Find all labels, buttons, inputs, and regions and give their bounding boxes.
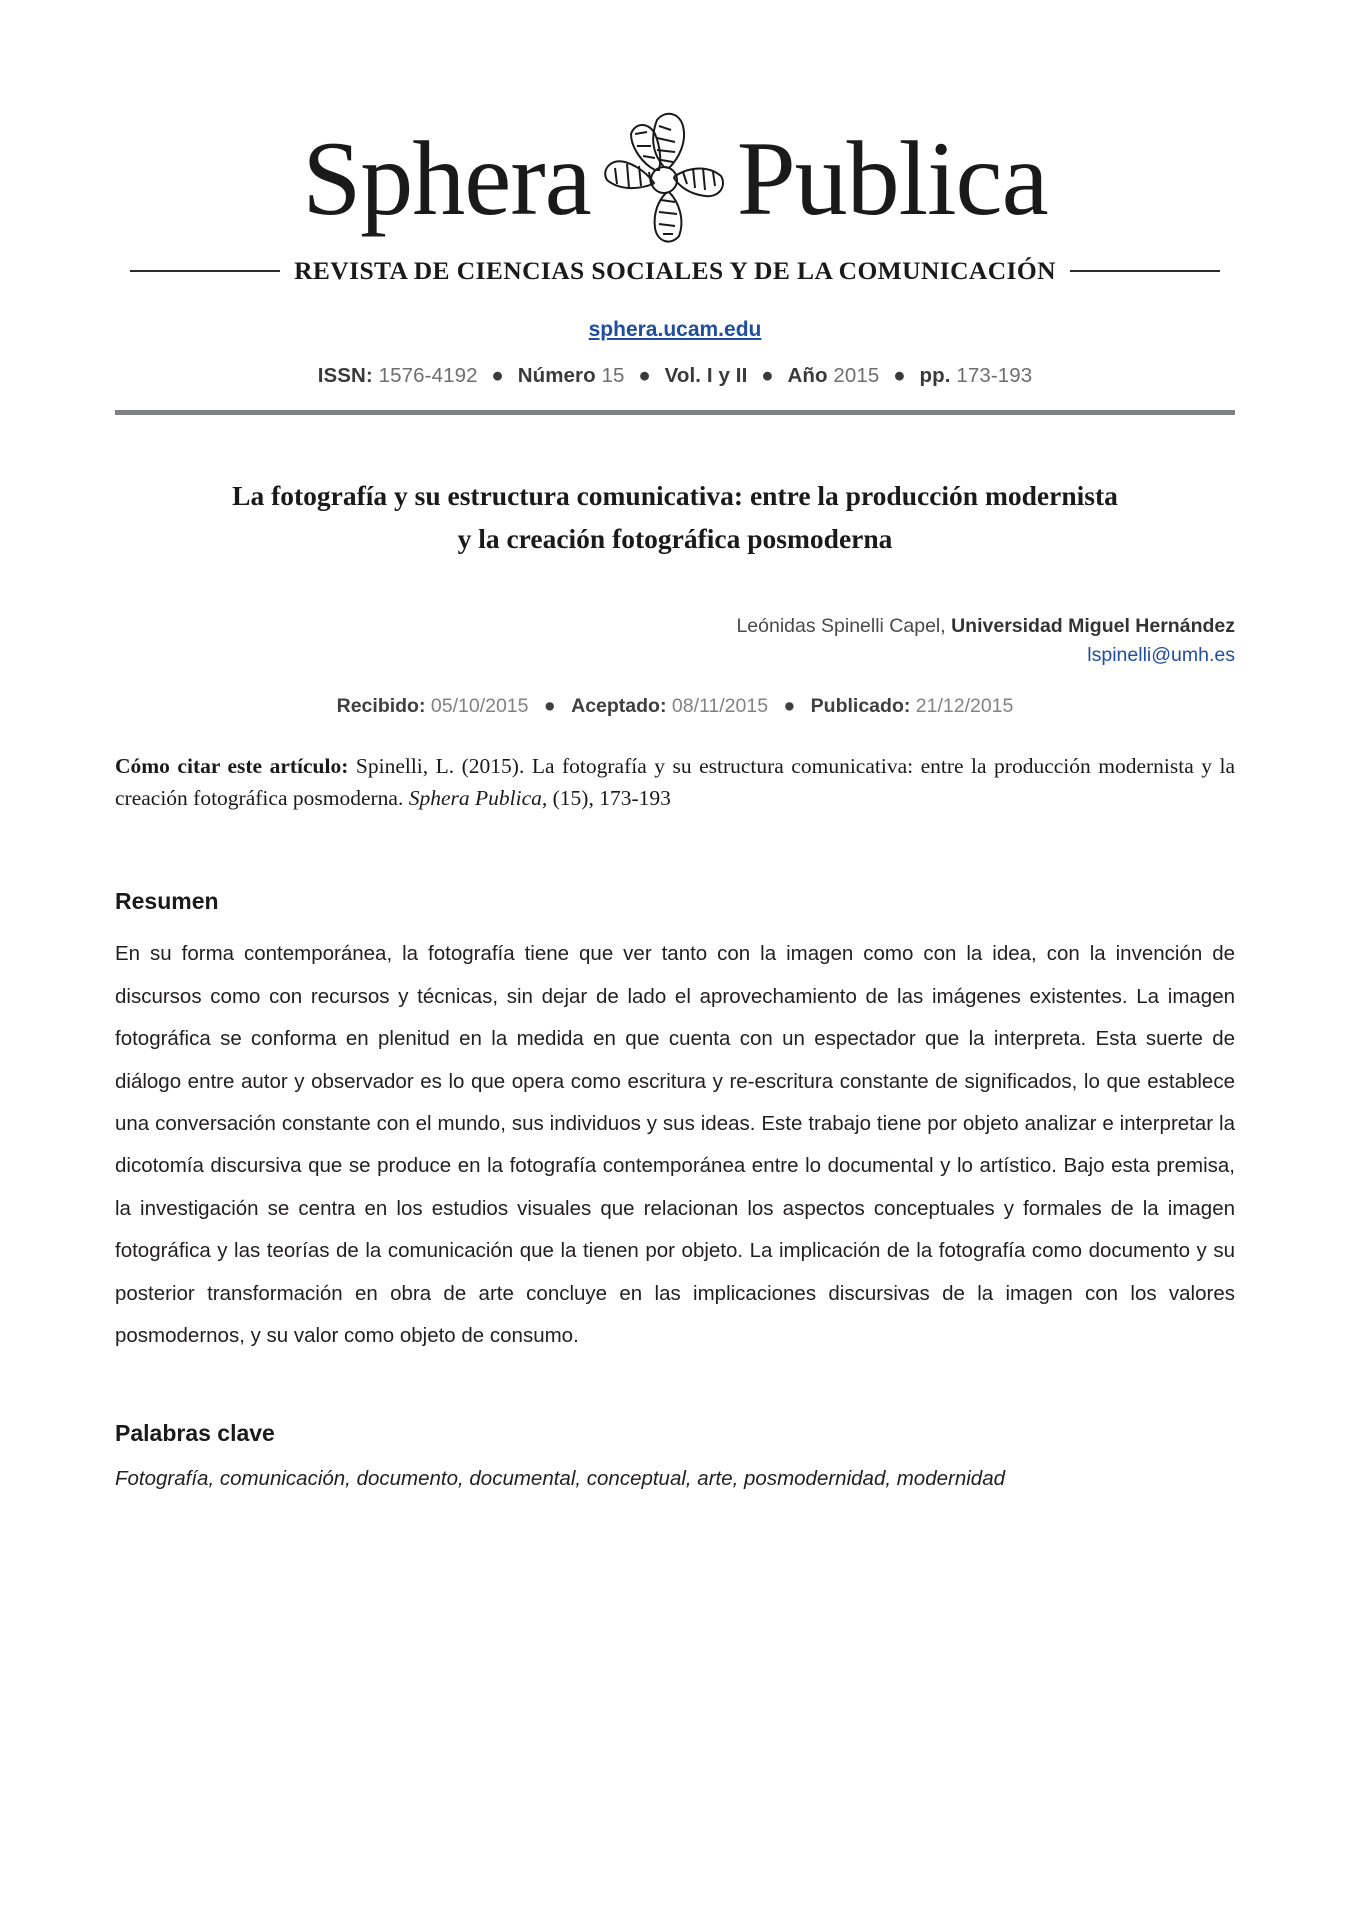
issn-value: 1576-4192 [378,364,478,387]
citation-text-before: Spinelli, L. (2015). La fotografía y su estructura comunicativa: entre la producción modernista y la creación fotográfica posmoderna. [115,753,1236,811]
tagline-rule-left [130,270,280,272]
separator-dot: ● [783,694,796,717]
section-heading-palabras-clave: Palabras clave [115,1419,275,1446]
pages-value: 173-193 [956,364,1033,387]
logo-word-right: Publica [736,120,1048,237]
title-line-2: y la creación fotográfica posmoderna [457,522,893,554]
numero-label: Número [517,364,596,387]
author-block [115,612,1235,669]
journal-website-link[interactable]: sphera.ucam.edu [588,318,762,341]
tagline-rule-right [1070,270,1220,272]
numero-value: 15 [601,364,625,387]
issn-label: ISSN: [317,364,373,387]
citation-text-after: (15), 173-193 [547,786,671,811]
author-name: Leónidas Spinelli Capel, [736,615,952,638]
publication-dates [115,695,1235,718]
author-affiliation: Universidad Miguel Hernández [951,615,1235,638]
citation-journal-name: Sphera Publica, [408,786,548,811]
sphera-flower-logo-icon [595,104,733,254]
separator-dot: ● [491,364,504,387]
separator-dot: ● [638,364,651,387]
issue-metadata [115,364,1235,388]
separator-dot: ● [543,694,556,717]
page-title [115,475,1235,560]
vol-value: I y II [706,364,748,387]
author-line [115,612,1235,640]
logo-word-left: Sphera [302,120,591,237]
section-heading-resumen: Resumen [115,888,219,915]
aceptado-value: 08/11/2015 [671,694,769,717]
keywords-text: Fotografía, comunicación, documento, documental, conceptual, arte, posmodernidad, modernidad [115,1466,1005,1490]
vol-label: Vol. [664,364,702,387]
journal-logo [115,104,1235,254]
header-divider [115,410,1235,415]
citation-label: Cómo citar este artículo: [115,753,349,778]
recibido-label: Recibido: [336,694,426,717]
publicado-label: Publicado: [810,694,911,717]
pages-label: pp. [919,364,951,387]
journal-masthead [115,0,1235,415]
separator-dot: ● [761,364,774,387]
recibido-value: 05/10/2015 [430,694,529,717]
aceptado-label: Aceptado: [571,694,667,717]
anio-label: Año [787,364,828,387]
journal-tagline-row [115,256,1235,286]
abstract-text: En su forma contemporánea, la fotografía tiene que ver tanto con la imagen como con la idea, con la invención de discursos como con recursos y técnicas, sin dejar de lado el aprovechamiento de las imágenes existentes. La imagen fotográfica se conforma en plenitud en la medida en que cuenta con un espectador que la interpreta. Esta suerte de diálogo entre autor y observador es lo que opera como escritura y re-escritura constante de significados, lo que establece una conversación constante con el mundo, sus individuos y sus ideas. Este trabajo tiene por objeto analizar e interpretar la dicotomía discursiva que se produce en la fotografía contemporánea entre lo documental y lo artístico. Bajo esta premisa, la investigación se centra en los estudios visuales que relacionan los aspectos conceptuales y formales de la imagen fotográfica y las teorías de la comunicación que la tienen por objeto. La implicación de la fotografía como documento y su posterior transformación en obra de arte concluye en las implicaciones discursivas de la imagen con los valores posmodernos, y su valor como objeto de consumo. [115,942,1235,1348]
citation-block [115,750,1235,815]
separator-dot: ● [893,364,906,387]
title-line-1: La fotografía y su estructura comunicativa: entre la producción modernista [232,480,1118,511]
journal-tagline: REVISTA DE CIENCIAS SOCIALES Y DE LA COMUNICACIÓN [294,256,1056,285]
author-email-link[interactable]: lspinelli@umh.es [1087,643,1235,666]
anio-value: 2015 [833,364,880,387]
publicado-value: 21/12/2015 [915,694,1014,717]
